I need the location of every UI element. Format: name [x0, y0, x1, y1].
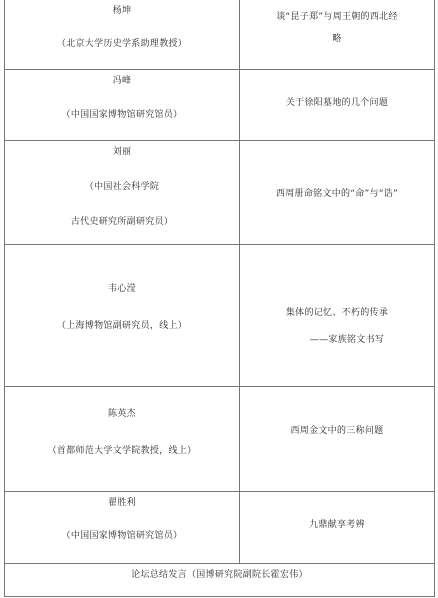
topic-cell	[240, 245, 435, 387]
speaker-affiliation: （中国社会科学院	[84, 182, 160, 192]
table-row	[5, 387, 435, 492]
topic-cell	[240, 387, 435, 492]
speaker-cell	[5, 387, 240, 492]
speaker-name: 杨坤	[112, 6, 132, 16]
speaker-name: 翟胜利	[108, 498, 136, 508]
speaker-affiliation: （中国国家博物馆研究馆员）	[61, 110, 183, 120]
speaker-name: 韦心滢	[108, 284, 136, 294]
topic-line: 西周册命铭文中的“命”与“诰”	[275, 188, 399, 199]
speaker-affiliation: （北京大学历史学系助理教授）	[56, 39, 188, 49]
topic-cell	[240, 70, 435, 141]
speaker-cell	[5, 70, 240, 141]
topic-cell	[240, 492, 435, 564]
table-row	[5, 245, 435, 387]
closing-cell	[5, 564, 435, 597]
speaker-affiliation: （首都师范大学文学院教授，线上）	[47, 446, 197, 456]
table-row	[5, 0, 435, 70]
table-row	[5, 492, 435, 564]
speaker-name: 冯峰	[112, 76, 132, 86]
topic-line: 谈“昆子郑”与周王朝的西北经	[276, 12, 398, 22]
speaker-cell	[5, 245, 240, 387]
speaker-affiliation: （中国国家博物馆研究馆员）	[61, 531, 183, 541]
topic-cell	[240, 0, 435, 70]
speaker-name: 刘丽	[112, 147, 132, 157]
program-table	[4, 0, 435, 597]
topic-cell	[240, 141, 435, 245]
table-row	[5, 141, 435, 245]
speaker-cell	[5, 0, 240, 70]
topic-line: 西周金文中的三称问题	[290, 426, 384, 436]
topic-line: 略	[332, 34, 342, 44]
topic-line: 集体的记忆、不朽的传承	[285, 308, 389, 318]
speaker-cell	[5, 141, 240, 245]
topic-line: 关于徐阳墓地的几个问题	[285, 98, 389, 108]
speaker-affiliation: （上海博物馆副研究员，线上）	[56, 321, 188, 331]
speaker-name: 陈英杰	[108, 409, 136, 419]
closing-remarks: 论坛总结发言（国博研究院副院长霍宏伟）	[131, 570, 308, 580]
topic-line: ——家族铭文书写	[309, 335, 385, 345]
speaker-affiliation-cont: 古代史研究所副研究员）	[70, 217, 174, 227]
speaker-cell	[5, 492, 240, 564]
table-row	[5, 564, 435, 597]
table-row	[5, 70, 435, 141]
topic-line: 九鼎献享考辨	[309, 519, 365, 530]
